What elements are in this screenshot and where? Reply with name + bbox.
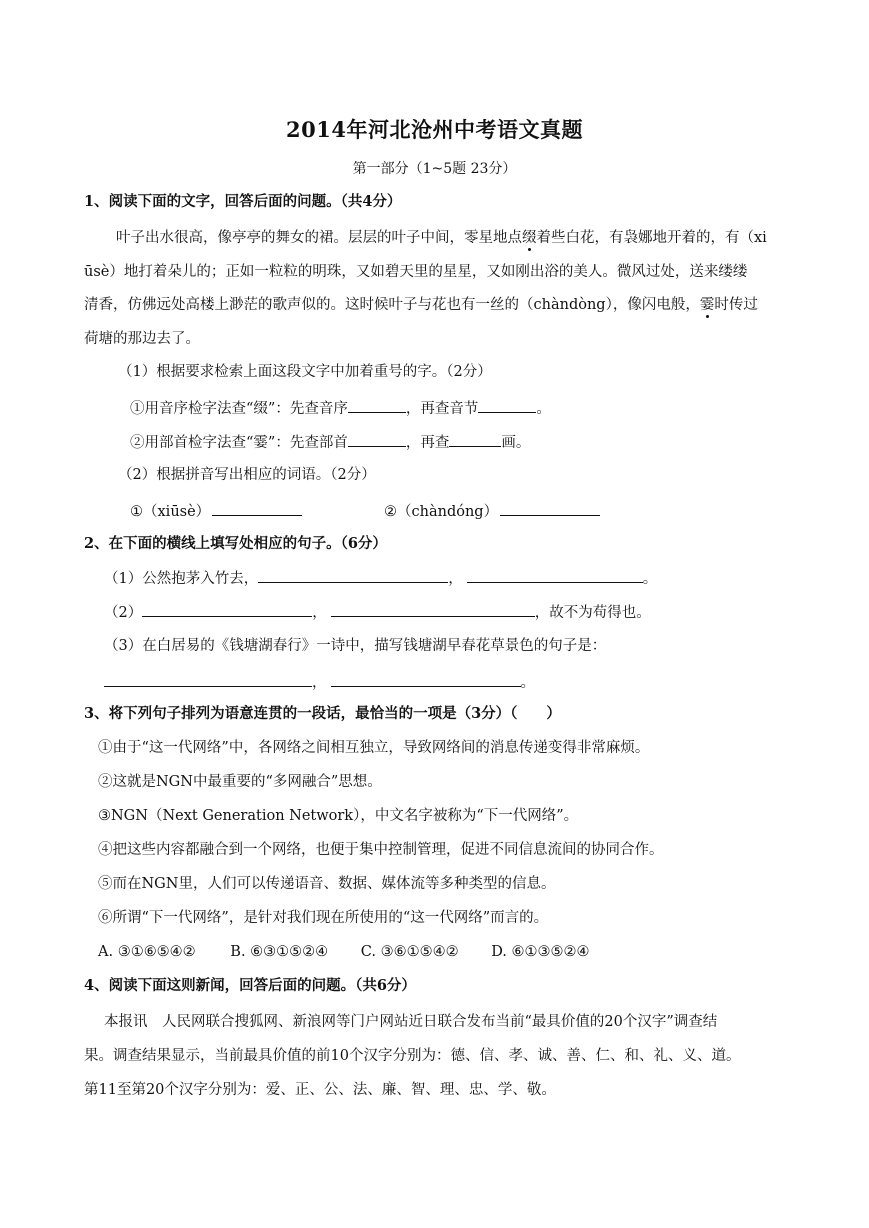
q1-sub1b [130, 431, 530, 453]
answer-blank[interactable] [478, 397, 536, 413]
q1-sub2a-text: ①（xiūsè） [130, 504, 211, 520]
q1-sub1b-text: ，再查 [405, 435, 450, 451]
q2-s1-text: 。 [642, 571, 658, 587]
answer-blank[interactable] [142, 601, 312, 617]
option-d[interactable]: D. ⑥①③⑤②④ [491, 944, 590, 960]
q1-sub1b-text: ②用部首检字法查“霎”：先查部首 [130, 435, 348, 451]
q2-s3: （3）在白居易的《钱塘湖春行》一诗中，描写钱塘湖早春花草景色的句子是： [104, 638, 607, 654]
q2-s1-text: （1）公然抱茅入竹去， [104, 571, 259, 587]
q1-sub2b-text: ②（chàndóng） [384, 504, 499, 520]
emphasis-char: 缀 [522, 230, 537, 246]
answer-blank[interactable] [331, 671, 521, 687]
q1-para-line-4: 荷塘的那边去了。 [84, 331, 200, 347]
answer-blank[interactable] [104, 671, 312, 687]
q1-sub1b-text: 画。 [501, 435, 531, 451]
q1-para-text: 时传过 [714, 297, 758, 313]
document-title: 2014年河北沧州中考语文真题 [286, 117, 583, 142]
q2-s2 [104, 601, 651, 623]
option-a[interactable]: A. ③①⑥⑤④② [98, 944, 196, 960]
answer-blank[interactable] [331, 601, 535, 617]
q3-heading: 3、将下列句子排列为语意连贯的一段话，最恰当的一项是（3分）（ ） [84, 705, 561, 722]
q1-para-text: 叶子出水很高，像亭亭的舞女的裙。层层的叶子中间，零星地点 [116, 230, 522, 246]
q4-news-line-1: 本报讯 人民网联合搜狐网、新浪网等门户网站近日联合发布当前“最具价值的20个汉字”调查结 [104, 1014, 718, 1030]
option-b[interactable]: B. ⑥③①⑤②④ [230, 944, 329, 960]
q1-sub1a-text: ①用音序检字法查“缀”：先查音序 [130, 401, 348, 417]
q1-heading: 1、阅读下面的文字，回答后面的问题。（共4分） [84, 193, 402, 210]
q2-s1 [104, 567, 657, 589]
q3-options [98, 942, 590, 962]
answer-blank[interactable] [449, 431, 501, 447]
q3-item: ⑥所谓“下一代网络”，是针对我们现在所使用的“这一代网络”而言的。 [98, 910, 549, 926]
emphasis-char: 霎 [699, 297, 715, 313]
q2-heading: 2、在下面的横线上填写处相应的句子。（6分） [84, 535, 387, 552]
q3-item: ②这就是NGN中最重要的“多网融合”思想。 [98, 774, 382, 790]
answer-blank[interactable] [258, 567, 448, 583]
q1-sub1a-text: ，再查音节 [405, 401, 479, 417]
answer-blank[interactable] [500, 500, 600, 516]
q1-para-text: 清香，仿佛远处高楼上渺茫的歌声似的。这时候叶子与花也有一丝的（chàndòng），像闪电般， [84, 297, 700, 313]
q1-sub2-prompt: （2）根据拼音写出相应的词语。（2分） [118, 467, 376, 483]
q3-item: ③NGN（Next Generation Network），中文名字被称为“下一代网络”。 [98, 808, 579, 824]
q1-sub1a [130, 397, 551, 419]
answer-blank[interactable] [348, 431, 406, 447]
q1-sub2a [130, 500, 302, 522]
q3-item: ①由于“这一代网络”中，各网络之间相互独立，导致网络间的消息传递变得非常麻烦。 [98, 740, 650, 756]
q1-para-line-2: ūsè）地打着朵儿的；正如一粒粒的明珠，又如碧天里的星星，又如刚出浴的美人。微风过处，送来缕缕 [84, 264, 748, 280]
q1-sub1a-text: 。 [536, 401, 551, 417]
q2-s3-blanks [104, 671, 535, 693]
q1-para-text: 着些白花，有袅娜地开着的，有（xi [536, 230, 767, 246]
q2-s2-text: ，故不为苟得也。 [534, 605, 651, 621]
q3-item: ⑤而在NGN里，人们可以传递语音、数据、媒体流等多种类型的信息。 [98, 876, 556, 892]
q2-s2-text: （2） [104, 605, 143, 621]
q2-s2-text: ， [312, 605, 327, 621]
q1-sub1-prompt: （1）根据要求检索上面这段文字中加着重号的字。（2分） [118, 364, 492, 380]
option-c[interactable]: C. ③⑥①⑤④② [360, 944, 459, 960]
q1-sub2b [384, 500, 600, 522]
q3-item: ④把这些内容都融合到一个网络，也便于集中控制管理，促进不同信息流间的协同合作。 [98, 842, 664, 858]
q1-para-line-3 [84, 295, 758, 315]
answer-blank[interactable] [348, 397, 406, 413]
q2-s3-text: ， [312, 675, 327, 691]
q1-para-line-1 [116, 228, 767, 248]
document-subtitle: 第一部分（1~5题 23分） [352, 161, 517, 177]
q4-heading: 4、阅读下面这则新闻，回答后面的问题。（共6分） [84, 977, 416, 994]
q2-s1-text: ， [448, 571, 463, 587]
q4-news-line-3: 第11至第20个汉字分别为：爱、正、公、法、廉、智、理、忠、学、敬。 [84, 1082, 556, 1098]
q2-s3-text: 。 [520, 675, 535, 691]
q4-news-line-2: 果。调查结果显示，当前最具价值的前10个汉字分别为：德、信、孝、诚、善、仁、和、礼、义、道。 [84, 1048, 741, 1064]
answer-blank[interactable] [467, 567, 643, 583]
answer-blank[interactable] [212, 500, 302, 516]
